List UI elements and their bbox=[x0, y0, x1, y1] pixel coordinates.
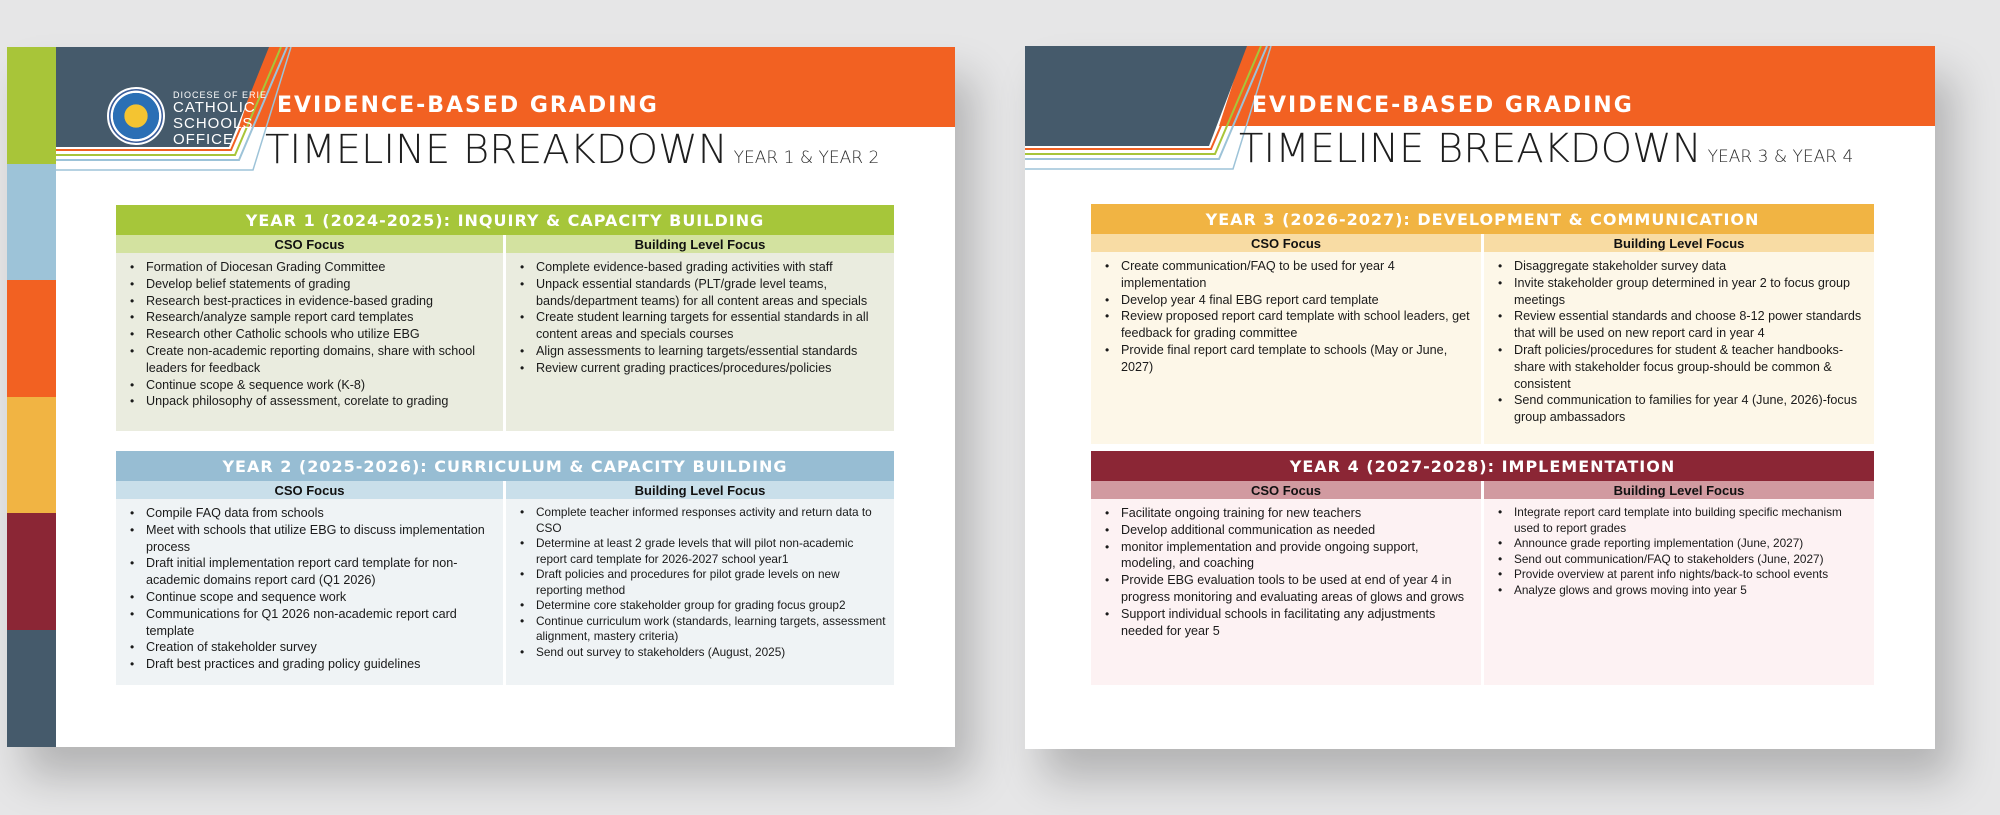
logo-line: CATHOLIC bbox=[173, 99, 256, 117]
column-bodies bbox=[116, 499, 894, 685]
logo-line: SCHOOLS bbox=[173, 115, 254, 133]
cso-focus-list bbox=[1091, 252, 1481, 444]
list-item: • Formation of Diocesan Grading Committee bbox=[124, 259, 495, 276]
title-text: TIMELINE BREAKDOWN bbox=[1239, 126, 1702, 172]
column-headers bbox=[1091, 481, 1874, 499]
list-item: • Determine core stakeholder group for grading focus group2 bbox=[514, 598, 886, 614]
list-item: • Send communication to families for year 4 (June, 2026)-focus group ambassadors bbox=[1492, 392, 1866, 426]
stripe bbox=[7, 164, 56, 281]
page-title bbox=[1239, 126, 1853, 172]
list-item: • Research best-practices in evidence-based grading bbox=[124, 293, 495, 310]
building-focus-list bbox=[1484, 499, 1874, 685]
list-item: • Align assessments to learning targets/essential standards bbox=[514, 343, 886, 360]
cso-focus-list bbox=[116, 253, 503, 431]
column-headers bbox=[116, 481, 894, 499]
cso-focus-heading: CSO Focus bbox=[116, 235, 503, 253]
list-item: • Analyze glows and grows moving into year 5 bbox=[1492, 583, 1866, 599]
stripe bbox=[7, 397, 56, 514]
diocese-seal-icon bbox=[107, 87, 165, 145]
list-item: • Draft initial implementation report card template for non-academic domains report card (Q1 2026) bbox=[124, 555, 495, 589]
building-focus-list bbox=[506, 499, 894, 685]
page-title bbox=[265, 127, 879, 173]
list-item: • Communications for Q1 2026 non-academic report card template bbox=[124, 606, 495, 640]
building-focus-heading: Building Level Focus bbox=[506, 481, 894, 499]
list-item: • Complete evidence-based grading activities with staff bbox=[514, 259, 886, 276]
year-4-section bbox=[1091, 451, 1874, 685]
building-focus-list bbox=[1484, 252, 1874, 444]
list-item: • Complete teacher informed responses activity and return data to CSO bbox=[514, 505, 886, 536]
building-focus-list bbox=[506, 253, 894, 431]
year-2-section bbox=[116, 451, 894, 685]
year-header: YEAR 4 (2027-2028): IMPLEMENTATION bbox=[1091, 451, 1874, 481]
stripe bbox=[7, 630, 56, 747]
right-page bbox=[1025, 46, 1935, 749]
building-focus-heading: Building Level Focus bbox=[1484, 481, 1874, 499]
list-item: • Create communication/FAQ to be used for year 4 implementation bbox=[1099, 258, 1473, 292]
slate-panel bbox=[1025, 46, 1247, 146]
left-page bbox=[7, 47, 955, 747]
list-item: • Provide EBG evaluation tools to be used at end of year 4 in progress monitoring and evaluating areas of glows and grows bbox=[1099, 572, 1473, 606]
cso-focus-list bbox=[116, 499, 503, 685]
kicker-text: EVIDENCE-BASED GRADING bbox=[1252, 93, 1634, 118]
list-item: • monitor implementation and provide ongoing support, modeling, and coaching bbox=[1099, 539, 1473, 573]
year-header: YEAR 1 (2024-2025): INQUIRY & CAPACITY BUILDING bbox=[116, 205, 894, 235]
list-item: • Develop belief statements of grading bbox=[124, 276, 495, 293]
year-header: YEAR 2 (2025-2026): CURRICULUM & CAPACITY BUILDING bbox=[116, 451, 894, 481]
stripe bbox=[7, 513, 56, 630]
title-subtitle: YEAR 1 & YEAR 2 bbox=[733, 148, 880, 168]
list-item: • Draft policies and procedures for pilot grade levels on new reporting method bbox=[514, 567, 886, 598]
kicker-text: EVIDENCE-BASED GRADING bbox=[277, 93, 659, 118]
list-item: • Invite stakeholder group determined in year 2 to focus group meetings bbox=[1492, 275, 1866, 309]
column-bodies bbox=[1091, 252, 1874, 444]
cso-focus-heading: CSO Focus bbox=[1091, 234, 1481, 252]
list-item: • Research/analyze sample report card templates bbox=[124, 309, 495, 326]
list-item: • Meet with schools that utilize EBG to discuss implementation process bbox=[124, 522, 495, 556]
list-item: • Draft best practices and grading policy guidelines bbox=[124, 656, 495, 673]
list-item: • Review essential standards and choose 8-12 power standards that will be used on new report card in year 4 bbox=[1492, 308, 1866, 342]
list-item: • Review current grading practices/procedures/policies bbox=[514, 360, 886, 377]
list-item: • Facilitate ongoing training for new teachers bbox=[1099, 505, 1473, 522]
logo-line: OFFICE bbox=[173, 130, 234, 148]
list-item: • Determine at least 2 grade levels that will pilot non-academic report card template for 2026-2027 school year1 bbox=[514, 536, 886, 567]
title-subtitle: YEAR 3 & YEAR 4 bbox=[1707, 147, 1854, 167]
cso-focus-heading: CSO Focus bbox=[116, 481, 503, 499]
list-item: • Continue scope & sequence work (K-8) bbox=[124, 377, 495, 394]
list-item: • Develop year 4 final EBG report card template bbox=[1099, 292, 1473, 309]
list-item: • Send out communication/FAQ to stakeholders (June, 2027) bbox=[1492, 552, 1866, 568]
column-headers bbox=[1091, 234, 1874, 252]
year-header: YEAR 3 (2026-2027): DEVELOPMENT & COMMUNICATION bbox=[1091, 204, 1874, 234]
list-item: • Continue scope and sequence work bbox=[124, 589, 495, 606]
list-item: • Integrate report card template into building specific mechanism used to report grades bbox=[1492, 505, 1866, 536]
column-headers bbox=[116, 235, 894, 253]
cso-focus-list bbox=[1091, 499, 1481, 685]
title-text: TIMELINE BREAKDOWN bbox=[265, 127, 728, 173]
list-item: • Research other Catholic schools who utilize EBG bbox=[124, 326, 495, 343]
list-item: • Develop additional communication as needed bbox=[1099, 522, 1473, 539]
column-bodies bbox=[1091, 499, 1874, 685]
list-item: • Continue curriculum work (standards, learning targets, assessment alignment, mastery criteria) bbox=[514, 614, 886, 645]
list-item: • Disaggregate stakeholder survey data bbox=[1492, 258, 1866, 275]
list-item: • Support individual schools in facilitating any adjustments needed for year 5 bbox=[1099, 606, 1473, 640]
stripe bbox=[7, 280, 56, 397]
list-item: • Compile FAQ data from schools bbox=[124, 505, 495, 522]
building-focus-heading: Building Level Focus bbox=[1484, 234, 1874, 252]
list-item: • Create non-academic reporting domains, share with school leaders for feedback bbox=[124, 343, 495, 377]
logo-diocese: DIOCESE OF ERIE bbox=[173, 90, 268, 100]
list-item: • Send out survey to stakeholders (August, 2025) bbox=[514, 645, 886, 661]
list-item: • Review proposed report card template with school leaders, get feedback for grading committee bbox=[1099, 308, 1473, 342]
column-bodies bbox=[116, 253, 894, 431]
list-item: • Announce grade reporting implementation (June, 2027) bbox=[1492, 536, 1866, 552]
list-item: • Create student learning targets for essential standards in all content areas and specials courses bbox=[514, 309, 886, 343]
list-item: • Provide overview at parent info nights/back-to school events bbox=[1492, 567, 1866, 583]
list-item: • Unpack essential standards (PLT/grade level teams, bands/department teams) for all content areas and specials bbox=[514, 276, 886, 310]
year-3-section bbox=[1091, 204, 1874, 444]
list-item: • Creation of stakeholder survey bbox=[124, 639, 495, 656]
building-focus-heading: Building Level Focus bbox=[506, 235, 894, 253]
cso-focus-heading: CSO Focus bbox=[1091, 481, 1481, 499]
list-item: • Provide final report card template to schools (May or June, 2027) bbox=[1099, 342, 1473, 376]
year-1-section bbox=[116, 205, 894, 431]
list-item: • Unpack philosophy of assessment, corelate to grading bbox=[124, 393, 495, 410]
list-item: • Draft policies/procedures for student & teacher handbooks-share with stakeholder focus group-should be common & consistent bbox=[1492, 342, 1866, 392]
